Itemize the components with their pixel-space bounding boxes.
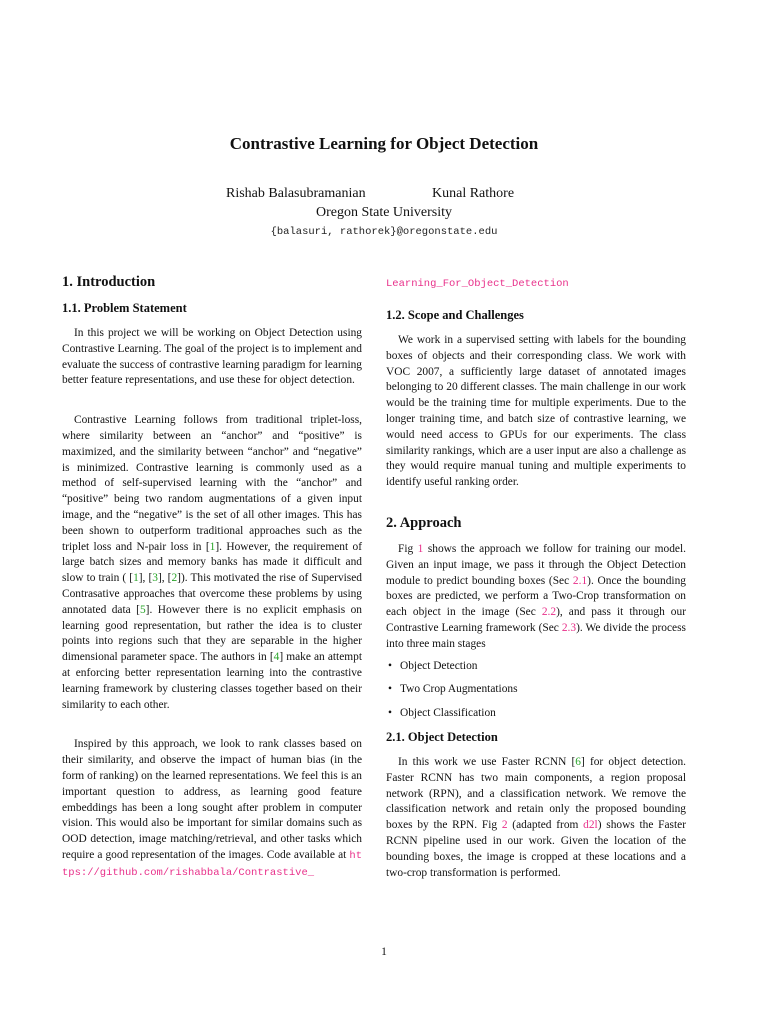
section-ref-link[interactable]: 2.2 bbox=[541, 606, 557, 619]
text-run: ] make an attempt at enforcing better representation learning into the contrastive learning framework by clustering classes together based on their similarity to each other. bbox=[62, 651, 362, 711]
paragraph-contrastive-background bbox=[62, 413, 362, 713]
paragraph-project-goal: In this project we will be working on Object Detection using Contrastive Learning. The goal of the project is to implement and evaluate the success of contrastive learning paradigm for learning better feature representations, and use these for object detection. bbox=[62, 327, 362, 387]
figure-ref-link[interactable]: 1 bbox=[417, 542, 424, 555]
paragraph-scope: We work in a supervised setting with labels for the bounding boxes of objects and their corresponding class. We work with VOC 2007, a sufficiently large dataset of annotated images belonging to 20 different classes. The main challenge in our work would be the training time for multiple experiments. Due to the longer training time, and batch size of contrastive learning, we would need access to GPUs for our experiments. The class similarity rankings, which are a user input are also a challenge as they would require manual tuning and multiple experiments to identify useful ranking order. bbox=[386, 334, 686, 489]
text-run: ]). This motivated the rise of Supervised Contrasative approaches that overcome these problems by using annotated data [ bbox=[62, 572, 362, 616]
text-run: ], [ bbox=[157, 572, 172, 585]
text-run: Inspired by this approach, we look to rank classes based on their similarity, and observe the impact of human bias (in the form of ranking) on the learned representations. We feel this is an important question to address, as learning good feature embeddings has been a long sought after problem in computer vision. This would also be important for similar domains such as OOD detection, image matching/retrieval, and other tasks which require a good representation of the images. Code available at bbox=[62, 738, 362, 861]
author-1: Rishab Balasubramanian bbox=[226, 186, 366, 201]
code-url-link-continued[interactable]: Learning_For_Object_Detection bbox=[386, 278, 569, 290]
list-item: • Object Classification bbox=[386, 706, 686, 722]
text-run: Fig bbox=[398, 542, 418, 555]
text-run: ], [ bbox=[138, 572, 153, 585]
right-column bbox=[386, 278, 686, 881]
text-run: ]. However, the requirement of large batch sizes and memory banks has made it difficult and slow to train ( [ bbox=[62, 540, 362, 585]
paper-title: Contrastive Learning for Object Detection bbox=[229, 134, 539, 153]
subsection-problem-statement-heading: 1.1. Problem Statement bbox=[62, 301, 187, 315]
stages-list bbox=[386, 659, 686, 722]
citation-link[interactable]: 1 bbox=[133, 572, 139, 585]
paragraph-approach bbox=[386, 542, 686, 653]
section-ref-link[interactable]: 2.1 bbox=[572, 574, 588, 587]
figure-ref-link[interactable]: 2 bbox=[501, 819, 508, 832]
text-run: ). We divide the process into three main stages bbox=[386, 621, 686, 650]
citation-link[interactable]: 6 bbox=[575, 755, 581, 768]
citation-link[interactable]: 5 bbox=[139, 603, 146, 616]
citation-link[interactable]: 1 bbox=[209, 540, 216, 553]
section-approach-heading: 2. Approach bbox=[386, 514, 462, 531]
text-run: ] for object detection. Faster RCNN has two main components, a region proposal network (RPN), and a classification network. We remove the classification network and retain only the proposed bounding boxes by the RPN. Fig bbox=[386, 755, 686, 832]
author-2: Kunal Rathore bbox=[432, 186, 515, 201]
d2l-ref-link[interactable]: d2l bbox=[583, 819, 598, 832]
paragraph-motivation bbox=[62, 737, 362, 881]
section-introduction-heading: 1. Introduction bbox=[62, 274, 156, 290]
list-item: • Two Crop Augmentations bbox=[386, 682, 686, 698]
left-column bbox=[62, 274, 362, 882]
section-ref-link[interactable]: 2.3 bbox=[561, 621, 577, 634]
citation-link[interactable]: 2 bbox=[171, 572, 178, 585]
text-run: ), and pass it through our Contrastive Learning framework (Sec bbox=[386, 606, 686, 634]
author-emails: {balasuri, rathorek}@oregonstate.edu bbox=[270, 226, 498, 238]
affiliation: Oregon State University bbox=[315, 205, 453, 220]
citation-link[interactable]: 4 bbox=[273, 651, 280, 664]
subsection-object-detection-heading: 2.1. Object Detection bbox=[386, 729, 498, 744]
subsection-scope-heading: 1.2. Scope and Challenges bbox=[386, 308, 524, 322]
text-run: Contrastive Learning follows from traditional triplet-loss, where similarity between an “anchor” and “positive” is maximized, and the similarity between “anchor” and “negative” is minimized. Contrastive learning is commonly used as a method of self-supervised learning with the “anchor” and “positive” being two random augmentations of a given input image, and the “negative” is the set of all other images. This has been shown to outperform traditional approaches such as the triplet loss and N-pair loss in [ bbox=[62, 414, 362, 553]
code-url-link[interactable]: https://github.com/rishabbala/Contrastive_ bbox=[62, 849, 362, 879]
citation-link[interactable]: 3 bbox=[152, 572, 158, 585]
page-number: 1 bbox=[381, 946, 387, 958]
text-run: ). Once the bounding boxes are predicted, we perform a Two-Crop transformation on each object in the image (Sec bbox=[386, 574, 686, 619]
text-run: ]. However there is no explicit emphasis on learning good representation, but rather the idea is to cluster points into regions such that they are separable in the higher dimensional parameter space. The authors in [ bbox=[62, 603, 362, 664]
text-run: shows the approach we follow for training our model. Given an input image, we pass it through the Object Detection module to predict bounding boxes (Sec bbox=[386, 542, 686, 587]
list-item: • Object Detection bbox=[386, 659, 686, 675]
text-run: ) shows the Faster RCNN pipeline used in our work. Given the location of the bounding boxes, the image is cropped at these locations and a two-crop transformation is performed. bbox=[386, 819, 686, 879]
text-run: (adapted from bbox=[507, 819, 584, 832]
paragraph-object-detection bbox=[386, 755, 686, 881]
text-run: In this work we use Faster RCNN [ bbox=[398, 755, 576, 768]
